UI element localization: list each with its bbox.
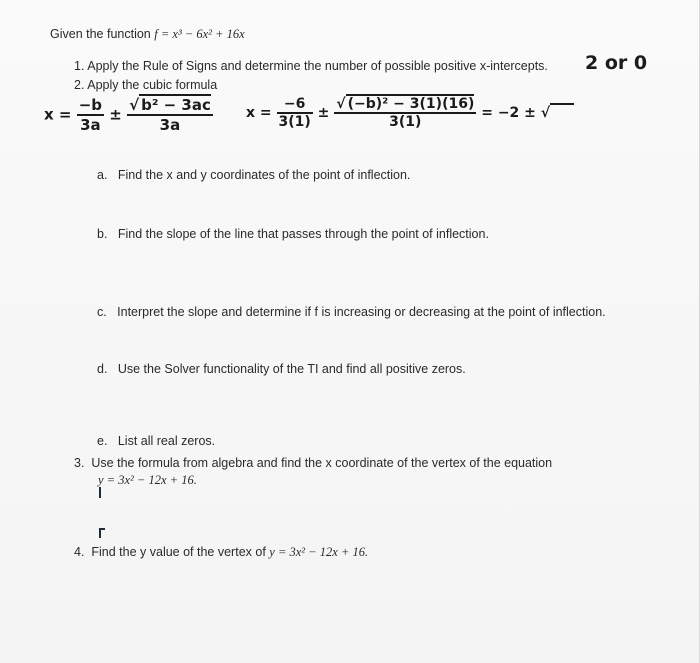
hw-f2-radical-fraction: $\frac{\text{√ (−b)² − 3(1)(16)}}{3(1)}$ (336, 96, 475, 130)
question-4-text: Find the y value of the vertex of (91, 545, 270, 559)
question-1 (74, 59, 548, 73)
function-intro (50, 27, 245, 42)
hw-f2-denominator: 3(1) (278, 114, 311, 130)
subpart-e-letter: e. (97, 434, 108, 448)
question-4 (74, 545, 368, 560)
question-2 (74, 78, 217, 92)
subpart-b (97, 227, 489, 241)
subpart-a (97, 168, 410, 182)
hw-f2-tail: = −2 ± √ (481, 105, 574, 121)
handwritten-cubic-formula (44, 96, 213, 134)
subpart-b-text: Find the slope of the line that passes through the point of inflection. (117, 227, 489, 241)
hw-f1-plus-minus: ± (109, 105, 122, 124)
hw-f1-fraction (77, 96, 104, 134)
hw-f2-numerator: −6 (277, 96, 313, 114)
pen-mark (99, 487, 101, 498)
hw-f2-radicand: (−b)² − 3(1)(16) (347, 96, 475, 112)
subpart-c (97, 305, 606, 319)
question-1-text: Apply the Rule of Signs and determine the number of possible positive x-intercepts. (87, 59, 548, 73)
subpart-c-letter: c. (97, 305, 107, 319)
hw-f1-numerator: −b (78, 96, 103, 114)
subpart-d (97, 362, 466, 376)
hw-f2-plus-minus: ± (317, 105, 330, 121)
handwritten-answer-rule-of-signs: 2 or 0 (585, 52, 648, 74)
hw-f1-lhs: x = (44, 105, 72, 124)
subpart-a-letter: a. (97, 168, 108, 182)
subpart-d-text: Use the Solver functionality of the TI and find all positive zeros. (117, 362, 466, 376)
subpart-c-text: Interpret the slope and determine if f is increasing or decreasing at the point of inflection. (117, 305, 606, 319)
question-1-number: 1. (74, 59, 85, 73)
hw-f1-radicand: b² − 3ac (141, 96, 211, 114)
question-3 (74, 456, 552, 470)
hw-f2-fraction (277, 96, 313, 130)
subpart-e-text: List all real zeros. (117, 434, 216, 448)
pen-mark (99, 528, 105, 530)
question-2-text: Apply the cubic formula (87, 78, 218, 92)
hw-f2-radical-denominator: 3(1) (389, 114, 422, 130)
hw-f1-denominator: 3a (80, 116, 101, 134)
intro-text: Given the function (50, 27, 155, 41)
question-3-equation: y = 3x² − 12x + 16. (98, 473, 197, 487)
subpart-a-text: Find the x and y coordinates of the point of inflection. (117, 168, 411, 182)
question-4-number: 4. (74, 545, 85, 559)
subpart-d-letter: d. (97, 362, 108, 376)
subpart-e (97, 434, 215, 448)
hw-f2-lhs: x = (246, 105, 272, 121)
question-3-number: 3. (74, 456, 85, 470)
hw-f1-radical-denominator: 3a (159, 116, 181, 134)
handwritten-substitution (246, 96, 574, 130)
subpart-b-letter: b. (97, 227, 108, 241)
question-4-equation: y = 3x² − 12x + 16. (269, 545, 369, 559)
hw-f1-radical-fraction: $\frac{\text{√ b² − 3ac}}{3a}$ (129, 96, 211, 134)
question-2-number: 2. (74, 78, 85, 92)
question-3-text: Use the formula from algebra and find the x coordinate of the vertex of the equation (91, 456, 553, 470)
function-formula: f = x³ − 6x² + 16x (154, 27, 245, 41)
